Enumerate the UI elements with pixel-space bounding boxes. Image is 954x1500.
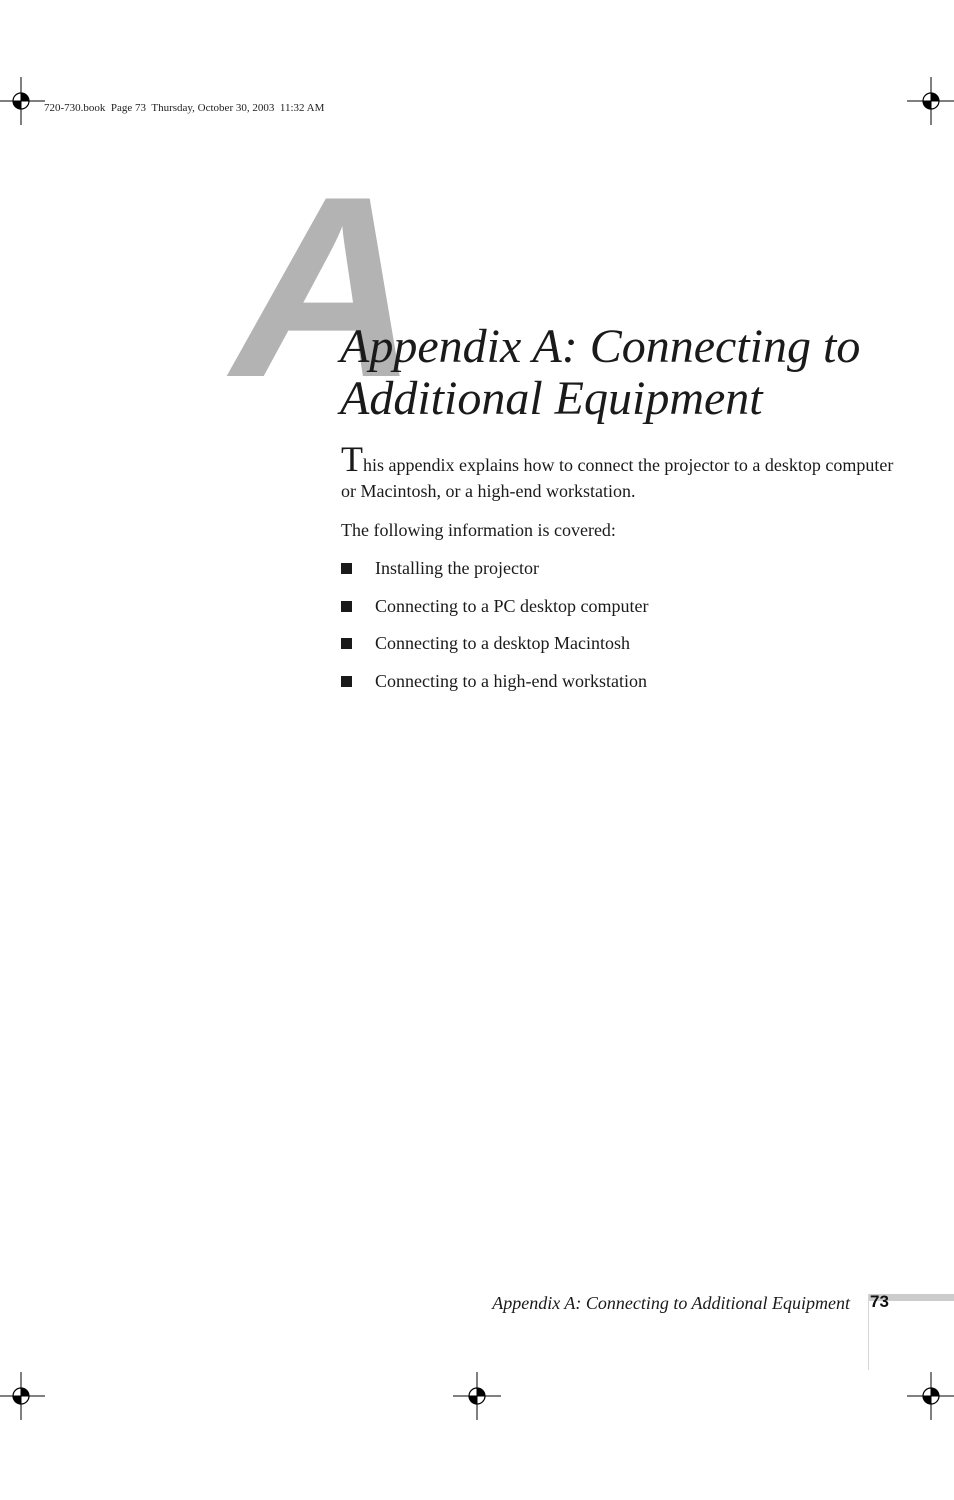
print-header: 720-730.book Page 73 Thursday, October 30, 2003 11:32 AM	[44, 102, 325, 114]
intro-paragraph	[341, 439, 901, 504]
chapter-title	[340, 321, 920, 425]
list-item	[341, 668, 648, 706]
square-bullet-icon	[341, 638, 352, 649]
topic-text: Connecting to a PC desktop computer	[375, 595, 649, 616]
chapter-title-line-1: Appendix A: Connecting to	[340, 320, 861, 373]
registration-mark-icon	[0, 1372, 45, 1420]
registration-mark-icon	[453, 1372, 501, 1420]
square-bullet-icon	[341, 563, 352, 574]
footer-title: Appendix A: Connecting to Additional Equipment	[492, 1293, 850, 1313]
page-number: 73	[870, 1292, 889, 1311]
list-item	[341, 630, 648, 668]
registration-mark-icon	[0, 77, 45, 125]
intro-dropcap: T	[341, 439, 363, 479]
chapter-letter: A	[232, 142, 409, 431]
topic-list	[341, 555, 648, 706]
footer-rule	[868, 1294, 869, 1370]
topic-text: Connecting to a high-end workstation	[375, 671, 647, 692]
square-bullet-icon	[341, 601, 352, 612]
intro-text: his appendix explains how to connect the projector to a desktop computer or Macintosh, or a high-end workstation.	[341, 455, 894, 501]
registration-mark-icon	[907, 1372, 954, 1420]
registration-mark-icon	[907, 77, 954, 125]
topic-text: Installing the projector	[375, 558, 539, 578]
chapter-title-line-2: Additional Equipment	[340, 372, 763, 425]
topic-text: Connecting to a desktop Macintosh	[375, 633, 630, 654]
list-item	[341, 593, 648, 631]
square-bullet-icon	[341, 676, 352, 687]
covered-intro: The following information is covered:	[341, 520, 616, 540]
list-item	[341, 555, 648, 593]
